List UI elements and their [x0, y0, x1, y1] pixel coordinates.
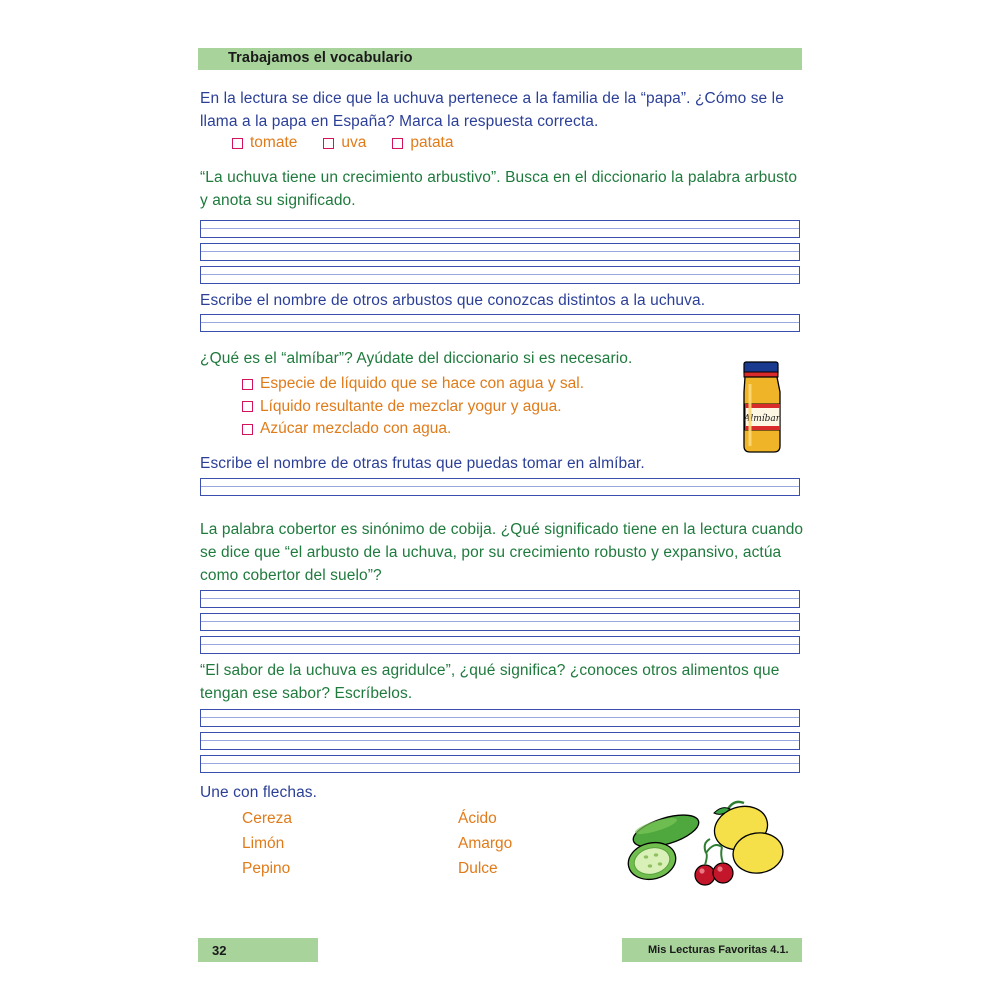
answer-lines-ex6-b[interactable]	[200, 613, 800, 631]
answer-lines-ex5[interactable]	[200, 478, 800, 496]
answer-lines-ex7-a[interactable]	[200, 709, 800, 727]
option-yogur-agua[interactable]: Líquido resultante de mezclar yogur y agua.	[242, 398, 584, 416]
checkbox-icon[interactable]	[392, 138, 403, 149]
fruits-illustration	[610, 795, 800, 895]
exercise-7-prompt: “El sabor de la uchuva es agridulce”, ¿qué significa? ¿conoces otros alimentos que tengan ese sabor? Escríbelos.	[200, 662, 780, 702]
page-number: 32	[212, 943, 227, 958]
answer-lines-ex2-a[interactable]	[200, 220, 800, 238]
option-tomate[interactable]: tomate	[232, 134, 297, 152]
match-item-dulce[interactable]: Dulce	[458, 860, 498, 878]
match-item-amargo[interactable]: Amargo	[458, 835, 513, 853]
exercise-3-prompt: Escribe el nombre de otros arbustos que conozcas distintos a la uchuva.	[200, 292, 706, 309]
option-azucar-agua[interactable]: Azúcar mezclado con agua.	[242, 420, 584, 438]
book-title: Mis Lecturas Favoritas 4.1.	[648, 944, 789, 956]
match-item-pepino[interactable]: Pepino	[242, 860, 291, 878]
exercise-4-prompt: ¿Qué es el “almíbar”? Ayúdate del diccionario si es necesario.	[200, 350, 633, 367]
option-uva[interactable]: uva	[323, 134, 366, 152]
exercise-5-prompt: Escribe el nombre de otras frutas que puedas tomar en almíbar.	[200, 455, 645, 472]
match-item-acido[interactable]: Ácido	[458, 810, 497, 827]
checkbox-icon[interactable]	[242, 401, 253, 412]
section-title: Trabajamos el vocabulario	[228, 50, 413, 66]
checkbox-icon[interactable]	[242, 379, 253, 390]
answer-lines-ex6-c[interactable]	[200, 636, 800, 654]
answer-lines-ex2-c[interactable]	[200, 266, 800, 284]
match-column-left	[242, 806, 292, 881]
exercise-4-options	[242, 375, 584, 443]
answer-lines-ex6-a[interactable]	[200, 590, 800, 608]
option-liquido-agua-sal[interactable]: Especie de líquido que se hace con agua y sal.	[242, 375, 584, 393]
exercise-1-options	[232, 134, 480, 152]
match-item-limon[interactable]: Limón	[242, 835, 285, 853]
exercise-1-prompt: En la lectura se dice que la uchuva pertenece a la familia de la “papa”. ¿Cómo se le llama a la papa en España? Marca la respuesta correcta.	[200, 90, 784, 130]
exercise-8-prompt: Une con flechas.	[200, 784, 318, 801]
answer-lines-ex7-b[interactable]	[200, 732, 800, 750]
match-column-right	[458, 806, 512, 881]
option-patata[interactable]: patata	[392, 134, 453, 152]
exercise-6-prompt: La palabra cobertor es sinónimo de cobija. ¿Qué significado tiene en la lectura cuando se dice que “el arbusto de la uchuva, por su crecimiento robusto y expansivo, actúa como cobertor del suelo”?	[200, 521, 804, 584]
checkbox-icon[interactable]	[323, 138, 334, 149]
jar-label-text: Almíbar	[743, 414, 781, 424]
checkbox-icon[interactable]	[232, 138, 243, 149]
answer-lines-ex2-b[interactable]	[200, 243, 800, 261]
almibar-jar-illustration	[730, 360, 800, 460]
exercise-2-prompt: “La uchuva tiene un crecimiento arbustivo”. Busca en el diccionario la palabra arbusto y anota su significado.	[200, 169, 798, 209]
answer-lines-ex7-c[interactable]	[200, 755, 800, 773]
left-margin	[0, 0, 196, 1000]
checkbox-icon[interactable]	[242, 424, 253, 435]
answer-lines-ex3[interactable]	[200, 314, 800, 332]
match-item-cereza[interactable]: Cereza	[242, 810, 292, 827]
